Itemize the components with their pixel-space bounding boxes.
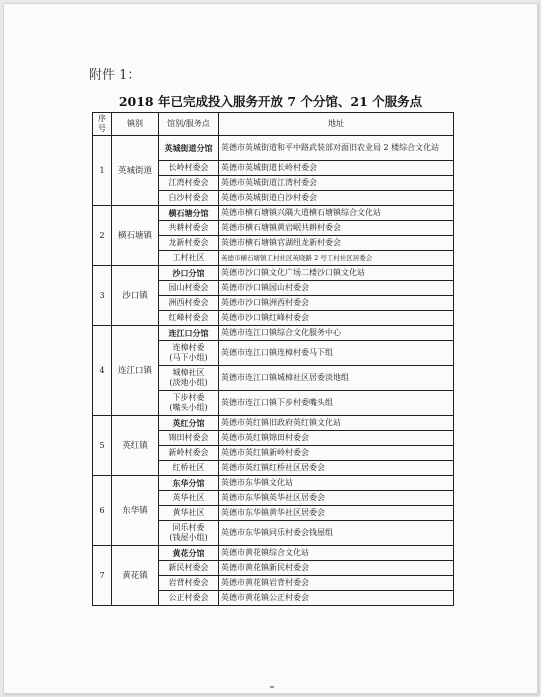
branch-library-name: 英城街道分馆 xyxy=(159,136,219,161)
town-name: 英红镇 xyxy=(112,416,159,476)
address-cell: 英德市黄花镇公正村委会 xyxy=(219,591,454,606)
table-row xyxy=(93,416,454,431)
address-cell: 英德市东华镇黄华社区居委会 xyxy=(219,506,454,521)
service-point-name: 龙新村委会 xyxy=(159,236,219,251)
service-point-name: 黄华社区 xyxy=(159,506,219,521)
address-cell: 英德市沙口镇文化广场二楼沙口镇文化站 xyxy=(219,266,454,281)
address-cell: 英德市沙口镇园山村委会 xyxy=(219,281,454,296)
address-cell: 英德市英城街道白沙村委会 xyxy=(219,191,454,206)
document-title: 2018 年已完成投入服务开放 7 个分馆、21 个服务点 xyxy=(118,94,423,109)
group-number: 7 xyxy=(93,546,112,606)
header-point: 馆别/服务点 xyxy=(159,113,219,136)
branch-library-name: 沙口分馆 xyxy=(159,266,219,281)
service-point-name: 英华社区 xyxy=(159,491,219,506)
address-cell: 英德市横石塘镇工村社区英晓路 2 号工村社区居委会 xyxy=(219,251,454,266)
town-name: 英城街道 xyxy=(112,136,159,206)
address-cell: 英德市连江口镇综合文化服务中心 xyxy=(219,326,454,341)
address-cell: 英德市连江口镇城樟社区居委淡地组 xyxy=(219,366,454,391)
town-name: 连江口镇 xyxy=(112,326,159,416)
address-cell: 英德市黄花镇新民村委会 xyxy=(219,561,454,576)
service-point-name: 长岭村委会 xyxy=(159,161,219,176)
service-point-name: 白沙村委会 xyxy=(159,191,219,206)
service-points-table xyxy=(92,112,454,606)
group-number: 3 xyxy=(93,266,112,326)
table-row xyxy=(93,136,454,161)
branch-library-name: 连江口分馆 xyxy=(159,326,219,341)
service-point-name: 红桥社区 xyxy=(159,461,219,476)
service-point-name: 锦田村委会 xyxy=(159,431,219,446)
address-cell: 英德市沙口镇洲西村委会 xyxy=(219,296,454,311)
table-row xyxy=(93,206,454,221)
table-body xyxy=(93,136,454,606)
address-cell: 英德市英城街道江湾村委会 xyxy=(219,176,454,191)
address-cell: 英德市东华镇同乐村委会钱屋组 xyxy=(219,521,454,546)
table-row xyxy=(93,326,454,341)
address-cell: 英德市英红镇旧政府英红镇文化站 xyxy=(219,416,454,431)
address-cell: 英德市黄花镇岩背村委会 xyxy=(219,576,454,591)
address-cell: 英德市英城街道长岭村委会 xyxy=(219,161,454,176)
address-cell: 英德市东华镇文化站 xyxy=(219,476,454,491)
table-row xyxy=(93,266,454,281)
service-point-name: 园山村委会 xyxy=(159,281,219,296)
address-cell: 英德市英红镇红桥社区居委会 xyxy=(219,461,454,476)
address-cell: 英德市英红镇新岭村委会 xyxy=(219,446,454,461)
address-cell: 英德市横石塘镇兴隅大道横石塘镇综合文化站 xyxy=(219,206,454,221)
address-cell: 英德市沙口镇红峰村委会 xyxy=(219,311,454,326)
group-number: 1 xyxy=(93,136,112,206)
service-point-name: 岩背村委会 xyxy=(159,576,219,591)
town-name: 东华镇 xyxy=(112,476,159,546)
group-number: 4 xyxy=(93,326,112,416)
table-row xyxy=(93,546,454,561)
service-point-name: 同乐村委 (钱屋小组) xyxy=(159,521,219,546)
header-no: 序号 xyxy=(93,113,112,136)
group-number: 2 xyxy=(93,206,112,266)
address-cell: 英德市黄花镇综合文化站 xyxy=(219,546,454,561)
service-point-name: 共耕村委会 xyxy=(159,221,219,236)
document-page xyxy=(3,3,538,694)
branch-library-name: 英红分馆 xyxy=(159,416,219,431)
service-point-name: 公正村委会 xyxy=(159,591,219,606)
branch-library-name: 横石塘分馆 xyxy=(159,206,219,221)
town-name: 沙口镇 xyxy=(112,266,159,326)
service-point-name: 新岭村委会 xyxy=(159,446,219,461)
page-mark xyxy=(270,686,274,688)
service-point-name: 江湾村委会 xyxy=(159,176,219,191)
service-point-name: 红峰村委会 xyxy=(159,311,219,326)
service-point-name: 城樟社区 (淡地小组) xyxy=(159,366,219,391)
header-town: 镇别 xyxy=(112,113,159,136)
header-address: 地址 xyxy=(219,113,454,136)
branch-library-name: 东华分馆 xyxy=(159,476,219,491)
address-cell: 英德市英城街道和平中路武装部对面旧农业局 2 楼综合文化站 xyxy=(219,136,454,161)
service-point-name: 连樟村委 (马下小组) xyxy=(159,341,219,366)
address-cell: 英德市东华镇英华社区居委会 xyxy=(219,491,454,506)
address-cell: 英德市横石塘镇官湖纽龙新村委会 xyxy=(219,236,454,251)
group-number: 5 xyxy=(93,416,112,476)
service-point-name: 工村社区 xyxy=(159,251,219,266)
table-header-row xyxy=(93,113,454,136)
service-point-name: 新民村委会 xyxy=(159,561,219,576)
attachment-label: 附件 1： xyxy=(89,68,141,83)
address-cell: 英德市连江口镇连樟村委马下组 xyxy=(219,341,454,366)
address-cell: 英德市横石塘镇黄岩岷共耕村委会 xyxy=(219,221,454,236)
group-number: 6 xyxy=(93,476,112,546)
town-name: 黄花镇 xyxy=(112,546,159,606)
branch-library-name: 黄花分馆 xyxy=(159,546,219,561)
address-cell: 英德市英红镇锦田村委会 xyxy=(219,431,454,446)
town-name: 横石塘镇 xyxy=(112,206,159,266)
table-row xyxy=(93,476,454,491)
service-point-name: 下步村委 (嘴头小组) xyxy=(159,391,219,416)
service-point-name: 洲西村委会 xyxy=(159,296,219,311)
address-cell: 英德市连江口镇下步村委嘴头组 xyxy=(219,391,454,416)
